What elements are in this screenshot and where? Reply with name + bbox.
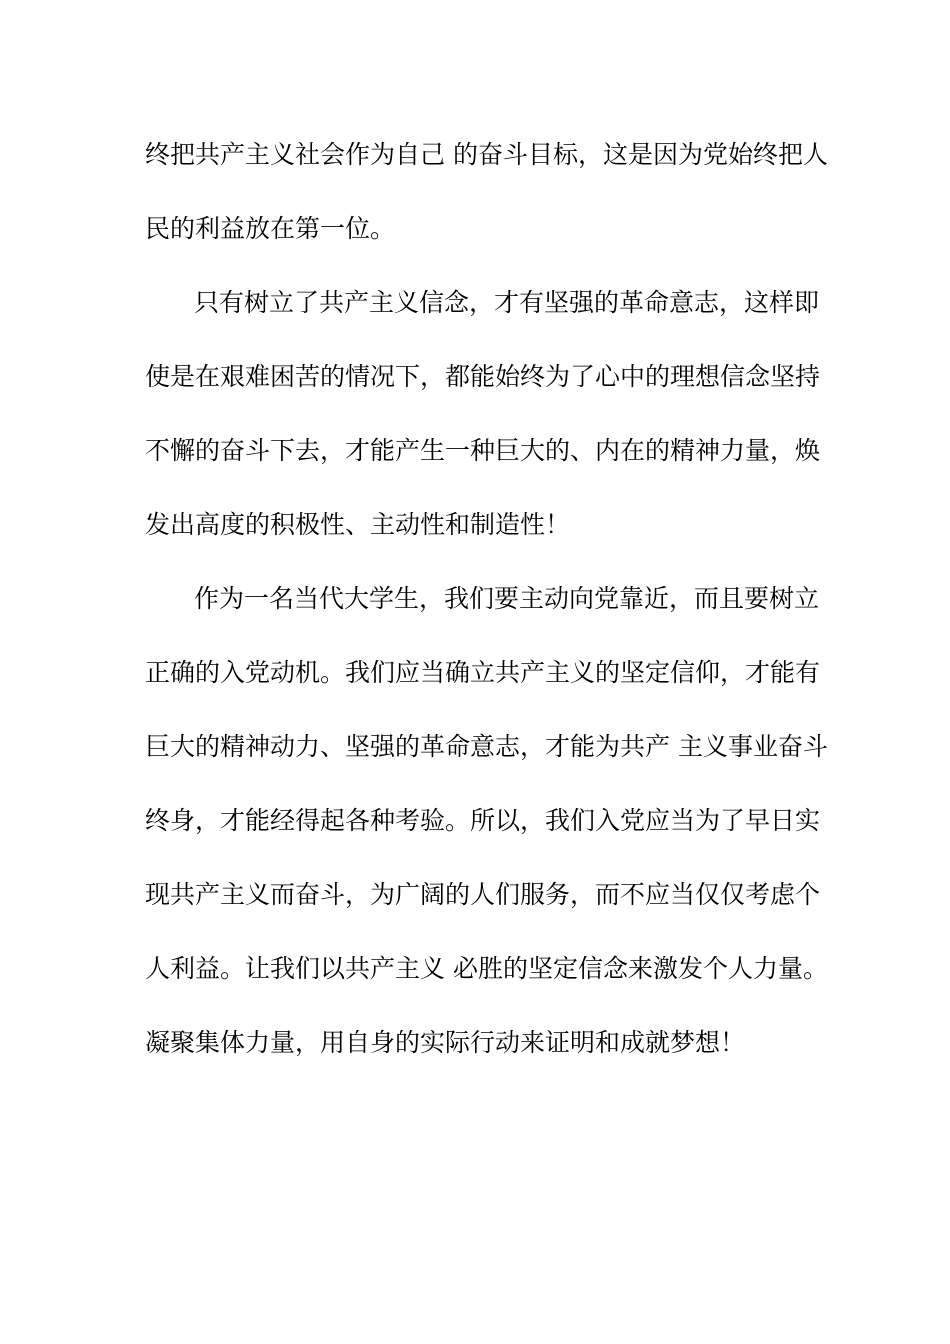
text-line: 终身，才能经得起各种考验。所以，我们入党应当为了早日实 [145, 806, 821, 835]
text-line: 使是在艰难困苦的情况下，都能始终为了心中的理想信念坚持 [145, 362, 821, 391]
text-line: 人利益。让我们以共产主义 必胜的坚定信念来激发个人力量。 [145, 954, 828, 983]
text-line: 正确的入党动机。我们应当确立共产主义的坚定信仰，才能有 [145, 658, 821, 687]
text-line: 终把共产主义社会作为自己 的奋斗目标，这是因为党始终把人 [145, 140, 828, 169]
text-line: 凝聚集体力量，用自身的实际行动来证明和成就梦想！ [145, 1028, 746, 1057]
text-line: 民的利益放在第一位。 [145, 214, 396, 243]
text-line: 巨大的精神动力、坚强的革命意志，才能为共产 主义事业奋斗 [145, 732, 828, 761]
text-line: 现共产主义而奋斗，为广阔的人们服务，而不应当仅仅考虑个 [145, 880, 821, 909]
text-line: 发出高度的积极性、主动性和制造性！ [145, 510, 571, 539]
paragraph-start-line: 作为一名当代大学生，我们要主动向党靠近，而且要树立 [194, 584, 820, 613]
text-line: 不懈的奋斗下去，才能产生一种巨大的、内在的精神力量，焕 [145, 436, 821, 465]
paragraph-start-line: 只有树立了共产主义信念，才有坚强的革命意志，这样即 [194, 288, 820, 317]
